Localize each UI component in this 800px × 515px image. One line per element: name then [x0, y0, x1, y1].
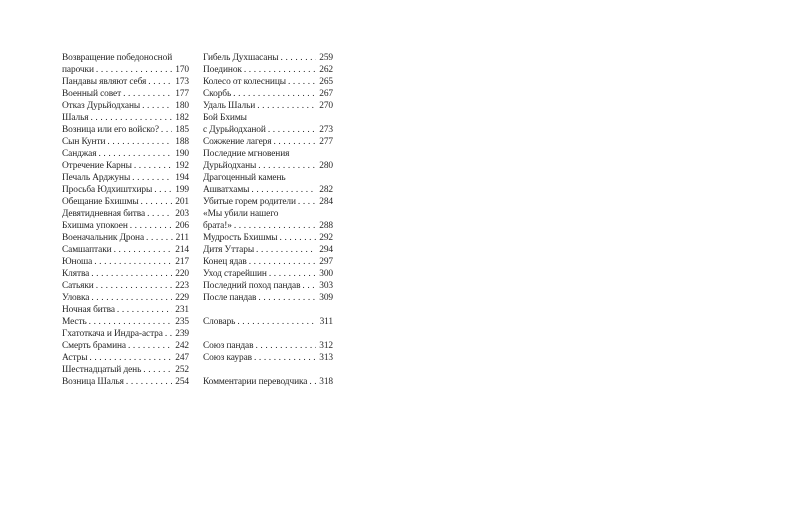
toc-entry: [62, 328, 189, 340]
toc-line: [203, 124, 333, 136]
toc-page-number: 270: [319, 101, 333, 111]
dot-leader: [257, 100, 316, 112]
toc-entry: [62, 364, 189, 376]
toc-entry-title: Бхишма упокоен: [62, 221, 128, 231]
toc-line: [62, 88, 189, 100]
toc-line: [62, 100, 189, 112]
toc-line: [203, 352, 333, 364]
toc-entry: [62, 340, 189, 352]
toc-entry: [203, 88, 333, 100]
toc-line: [203, 52, 333, 64]
dot-leader: [251, 184, 316, 196]
toc-entry-title: Самшаптаки: [62, 245, 112, 255]
toc-entry-title: Убитые горем родители: [203, 197, 296, 207]
toc-line: [203, 316, 333, 328]
toc-line: [203, 244, 333, 256]
dot-leader: [128, 340, 172, 352]
toc-line: [62, 280, 189, 292]
dot-leader: [288, 76, 316, 88]
toc-entry-title: Печаль Арджуны: [62, 173, 131, 183]
toc-page-number: 173: [175, 77, 189, 87]
toc-page-number: 312: [319, 341, 333, 351]
toc-line: [62, 220, 189, 232]
toc-line: [203, 148, 333, 160]
dot-leader: [91, 292, 172, 304]
toc-line: [62, 136, 189, 148]
toc-page-number: 303: [319, 281, 333, 291]
toc-entry-title: Возвращение победоносной: [62, 53, 173, 63]
toc-line: [203, 172, 333, 184]
dot-leader: [273, 136, 316, 148]
toc-line: [62, 352, 189, 364]
dot-leader: [233, 88, 316, 100]
toc-page-number: 206: [175, 221, 189, 231]
toc-line: [62, 232, 189, 244]
toc-line: [62, 112, 189, 124]
toc-line: [62, 160, 189, 172]
toc-entry: [203, 232, 333, 244]
toc-entry: [62, 292, 189, 304]
toc-line: [203, 64, 333, 76]
dot-leader: [244, 64, 316, 76]
toc-line: [62, 76, 189, 88]
toc-page-number: 247: [175, 353, 189, 363]
toc-entry-title: Ашватхамы: [203, 185, 250, 195]
toc-page-number: 180: [175, 101, 189, 111]
toc-line: [203, 340, 333, 352]
toc-column-2: [203, 52, 333, 388]
toc-entry: [62, 160, 189, 172]
toc-entry-title: Ночная битва: [62, 305, 115, 315]
toc-entry: [203, 292, 333, 304]
toc-entry-title: Сын Кунти: [62, 137, 106, 147]
toc-page-number: 192: [175, 161, 189, 171]
toc-line: [203, 220, 333, 232]
toc-page-number: 170: [175, 65, 189, 75]
toc-entry-title: Пандавы являют себя: [62, 77, 147, 87]
toc-page-number: 177: [175, 89, 189, 99]
toc-page-number: 217: [175, 257, 189, 267]
dot-leader: [142, 100, 172, 112]
toc-entry: [203, 208, 333, 232]
toc-entry: [203, 256, 333, 268]
dot-leader: [281, 52, 317, 64]
toc-entry: [203, 316, 333, 328]
toc-entry-title: Сожжение лагеря: [203, 137, 272, 147]
toc-line: [62, 340, 189, 352]
dot-leader: [143, 364, 172, 376]
dot-leader: [94, 256, 172, 268]
toc-page-number: 267: [319, 89, 333, 99]
toc-page-number: 201: [175, 197, 189, 207]
dot-leader: [132, 172, 172, 184]
toc-entry: [62, 268, 189, 280]
dot-leader: [96, 64, 172, 76]
toc-entry-title: После пандав: [203, 293, 257, 303]
toc-entry-title: Конец ядав: [203, 257, 247, 267]
toc-page-number: 220: [175, 269, 189, 279]
toc-line: [62, 328, 189, 340]
toc-entry: [62, 52, 189, 76]
toc-entry: [203, 376, 333, 388]
dot-leader: [90, 112, 172, 124]
toc-entry-title: Гибель Духшасаны: [203, 53, 279, 63]
toc-entry: [203, 244, 333, 256]
dot-leader: [96, 280, 173, 292]
toc-entry: [203, 100, 333, 112]
toc-entry-title: Возница Шалья: [62, 377, 124, 387]
toc-entry-title: Девятидневная битва: [62, 209, 146, 219]
toc-line: [203, 376, 333, 388]
toc-page-number: 259: [319, 53, 333, 63]
toc-line: [62, 196, 189, 208]
toc-entry: [62, 124, 189, 136]
toc-line: [62, 364, 189, 376]
dot-leader: [256, 244, 316, 256]
toc-page-number: 223: [175, 281, 189, 291]
toc-entry-title: Астры: [62, 353, 88, 363]
toc-line: [203, 184, 333, 196]
dot-leader: [148, 76, 172, 88]
dot-leader: [254, 352, 316, 364]
toc-entry-title: Последний поход пандав: [203, 281, 301, 291]
toc-line: [203, 160, 333, 172]
toc-page-number: 277: [319, 137, 333, 147]
dot-leader: [161, 124, 172, 136]
toc-entry-title: Дитя Уттары: [203, 245, 255, 255]
dot-leader: [117, 304, 172, 316]
toc-page-number: 280: [319, 161, 333, 171]
toc-line: [203, 88, 333, 100]
toc-entry-title: Обещание Бхишмы: [62, 197, 139, 207]
toc-entry: [203, 112, 333, 136]
toc-line: [203, 208, 333, 220]
toc-entry-title: Уловка: [62, 293, 90, 303]
toc-entry-title: Драгоценный камень: [203, 173, 286, 183]
toc-page-number: 313: [319, 353, 333, 363]
toc-entry-title: Бой Бхимы: [203, 113, 247, 123]
dot-leader: [249, 256, 317, 268]
toc-page-number: 199: [175, 185, 189, 195]
toc-entry-title: парочки: [62, 65, 94, 75]
dot-leader: [91, 268, 172, 280]
toc-page-number: 254: [175, 377, 189, 387]
dot-leader: [154, 184, 172, 196]
toc-page-number: 311: [319, 317, 333, 327]
toc-line: [62, 292, 189, 304]
toc-entry: [62, 244, 189, 256]
toc-page-number: 203: [175, 209, 189, 219]
toc-line: [203, 280, 333, 292]
toc-entry: [62, 352, 189, 364]
toc-entry-title: Союз каурав: [203, 353, 252, 363]
toc-entry-title: брата!»: [203, 221, 232, 231]
toc-line: [203, 136, 333, 148]
toc-entry-title: Удаль Шальи: [203, 101, 256, 111]
toc-page-number: 273: [319, 125, 333, 135]
dot-leader: [126, 376, 172, 388]
dot-leader: [269, 268, 316, 280]
toc-line: [62, 208, 189, 220]
toc-entry: [62, 100, 189, 112]
toc-entry: [62, 208, 189, 220]
toc-page-number: 229: [175, 293, 189, 303]
toc-page-number: 182: [175, 113, 189, 123]
toc-entry-title: Дурьйодханы: [203, 161, 257, 171]
toc-entry-title: Юноша: [62, 257, 93, 267]
dot-leader: [141, 196, 173, 208]
toc-line: [62, 268, 189, 280]
toc-page-number: 188: [175, 137, 189, 147]
toc-entry: [62, 148, 189, 160]
toc-entry: [62, 76, 189, 88]
toc-entry-title: Военачальник Дрона: [62, 233, 145, 243]
dot-leader: [146, 232, 173, 244]
toc-entry-title: Месть: [62, 317, 87, 327]
toc-page-number: 265: [319, 77, 333, 87]
toc-page-number: 235: [175, 317, 189, 327]
toc-entry: [203, 52, 333, 64]
toc-entry-title: Отказ Дурьйодханы: [62, 101, 141, 111]
toc-page-number: 214: [175, 245, 189, 255]
dot-leader: [234, 220, 316, 232]
toc-page-number: 262: [319, 65, 333, 75]
part-title-page: [400, 0, 800, 515]
toc-entry-title: Гхатоткача и Индра-астра: [62, 329, 163, 339]
toc-line: [62, 148, 189, 160]
dot-leader: [123, 88, 172, 100]
toc-entry: [62, 280, 189, 292]
toc-entry: [62, 316, 189, 328]
toc-page-number: 300: [319, 269, 333, 279]
toc-page-number: 309: [319, 293, 333, 303]
toc-entry-title: Комментарии переводчика: [203, 377, 308, 387]
dot-leader: [309, 376, 316, 388]
toc-entry: [62, 112, 189, 124]
toc-page-number: 297: [319, 257, 333, 267]
toc-entry: [203, 76, 333, 88]
toc-entry: [203, 280, 333, 292]
toc-entry: [62, 172, 189, 184]
toc-column-1: [62, 52, 189, 388]
toc-page-number: 318: [319, 377, 333, 387]
toc-line: [62, 316, 189, 328]
toc-entry-title: Возница или его войско?: [62, 125, 159, 135]
toc-entry-title: Просьба Юдхиштхиры: [62, 185, 153, 195]
toc-entry: [62, 304, 189, 316]
toc-entry-title: Смерть брамина: [62, 341, 126, 351]
dot-leader: [237, 316, 316, 328]
toc-page-number: 211: [175, 233, 189, 243]
dot-leader: [107, 136, 172, 148]
toc-line: [62, 172, 189, 184]
toc-entry: [203, 172, 333, 196]
toc-entry: [203, 136, 333, 148]
toc-line: [203, 256, 333, 268]
toc-entry-title: Шалья: [62, 113, 89, 123]
toc-page-number: 190: [175, 149, 189, 159]
toc-line: [62, 64, 189, 76]
toc-entry-title: Сатьяки: [62, 281, 94, 291]
toc-entry-title: Колесо от колесницы: [203, 77, 286, 87]
toc-entry: [203, 196, 333, 208]
toc-line: [203, 112, 333, 124]
toc-line: [62, 124, 189, 136]
toc-line: [203, 76, 333, 88]
toc-entry: [62, 376, 189, 388]
dot-leader: [280, 232, 317, 244]
toc-entry-title: Союз пандав: [203, 341, 254, 351]
toc-page-number: 292: [319, 233, 333, 243]
toc-line: [203, 196, 333, 208]
dot-leader: [130, 220, 173, 232]
toc-entry: [203, 268, 333, 280]
toc-entry-title: «Мы убили нашего: [203, 209, 279, 219]
dot-leader: [268, 124, 316, 136]
dot-leader: [258, 292, 316, 304]
toc-entry: [62, 256, 189, 268]
toc-entry-title: Последние мгновения: [203, 149, 290, 159]
dot-leader: [98, 148, 172, 160]
dot-leader: [298, 196, 316, 208]
toc-entry: [203, 64, 333, 76]
toc-entry-title: Клятва: [62, 269, 90, 279]
dot-leader: [302, 280, 316, 292]
toc-entry-title: Отречение Карны: [62, 161, 132, 171]
toc-entry-title: Мудрость Бхишмы: [203, 233, 278, 243]
toc-line: [62, 304, 189, 316]
toc-entry-title: Уход старейшин: [203, 269, 267, 279]
toc-page-number: 284: [319, 197, 333, 207]
toc-entry-title: Шестнадцатый день: [62, 365, 142, 375]
toc-page-number: 194: [175, 173, 189, 183]
toc-entry-title: с Дурьйодханой: [203, 125, 266, 135]
toc-line: [203, 292, 333, 304]
toc-entry: [62, 88, 189, 100]
toc-line: [203, 268, 333, 280]
toc-entry: [62, 136, 189, 148]
dot-leader: [165, 328, 172, 340]
toc-entry: [203, 352, 333, 364]
toc-entry-title: Словарь: [203, 317, 236, 327]
toc-entry: [62, 220, 189, 232]
toc-entry: [203, 340, 333, 352]
toc-entry-title: Военный совет: [62, 89, 122, 99]
toc-entry-title: Поединок: [203, 65, 242, 75]
dot-leader: [89, 352, 172, 364]
toc-entry-title: Санджая: [62, 149, 97, 159]
toc-page-number: 294: [319, 245, 333, 255]
toc-line: [62, 256, 189, 268]
toc-page-number: 231: [175, 305, 189, 315]
toc-line: [62, 52, 189, 64]
toc-page-number: 239: [175, 329, 189, 339]
toc-entry: [62, 184, 189, 196]
dot-leader: [134, 160, 172, 172]
toc-line: [203, 100, 333, 112]
toc-entry: [62, 196, 189, 208]
toc-entry-title: Скорбь: [203, 89, 232, 99]
toc-page-number: 282: [319, 185, 333, 195]
toc-line: [62, 376, 189, 388]
dot-leader: [114, 244, 173, 256]
dot-leader: [258, 160, 316, 172]
dot-leader: [147, 208, 172, 220]
toc-line: [62, 244, 189, 256]
toc-page-number: 185: [175, 125, 189, 135]
toc-page-number: 242: [175, 341, 189, 351]
toc-entry: [203, 148, 333, 172]
dot-leader: [255, 340, 316, 352]
toc-page-number: 252: [175, 365, 189, 375]
dot-leader: [89, 316, 173, 328]
toc-entry: [62, 232, 189, 244]
toc-line: [62, 184, 189, 196]
toc-line: [203, 232, 333, 244]
toc-page-number: 288: [319, 221, 333, 231]
